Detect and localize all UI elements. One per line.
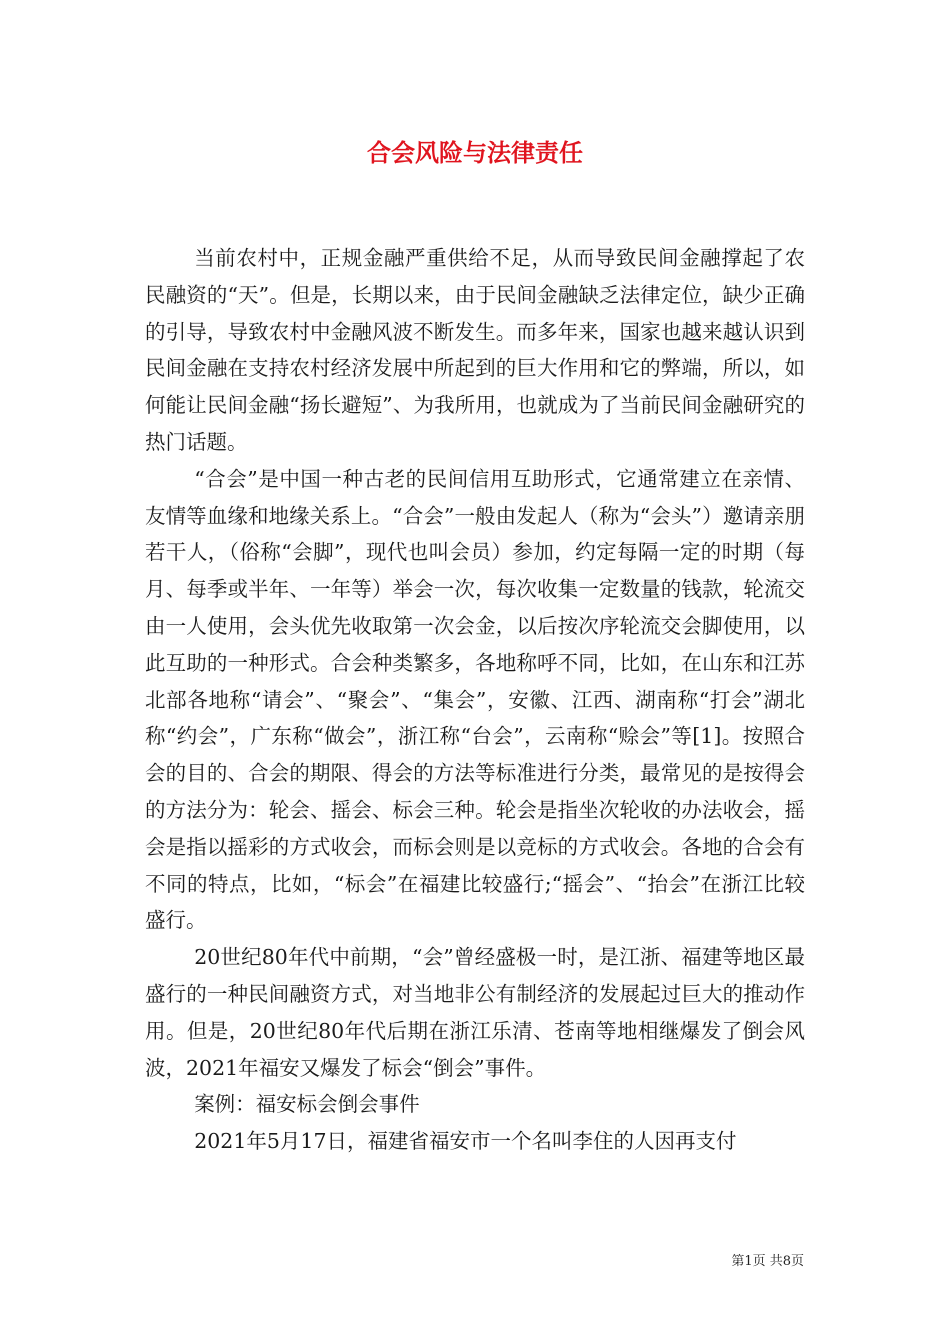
document-title: 合会风险与法律责任 (367, 138, 583, 167)
paragraph-hehui-definition: “合会”是中国一种古老的民间信用互助形式，它通常建立在亲情、友情等血缘和地缘关系上。“合会”一般由发起人（称为“会头”）邀请亲朋若干人，（俗称“会脚”，现代也叫会员）参加，约定每隔一定的时期（每月、每季或半年、一年等）举会一次，每次收集一定数量的钱款，轮流交由一人使用，会头优先收取第一次会金，以后按次序轮流交会脚使用，以此互助的一种形式。合会种类繁多，各地称呼不同，比如，在山东和江苏北部各地称“请会”、“聚会”、“集会”，安徽、江西、湖南称“打会”湖北称“约会”，广东称“做会”，浙江称“台会”，云南称“赊会”等[1]。按照合会的目的、合会的期限、得会的方法等标准进行分类，最常见的是按得会的方法分为：轮会、摇会、标会三种。轮会是指坐次轮收的办法收会，摇会是指以摇彩的方式收会，而标会则是以竞标的方式收会。各地的合会有不同的特点，比如，“标会”在福建比较盛行;“摇会”、“抬会”在浙江比较盛行。 (145, 466, 805, 933)
paragraph-history: 20世纪80年代中前期，“会”曾经盛极一时，是江浙、福建等地区最盛行的一种民间融资方式，对当地非公有制经济的发展起过巨大的推动作用。但是，20世纪80年代后期在浙江乐清、苍南等地相继爆发了倒会风波，2021年福安又爆发了标会“倒会”事件。 (145, 945, 805, 1080)
paragraph-case-heading: 案例：福安标会倒会事件 (194, 1092, 420, 1117)
page-number-footer: 第1页 共8页 (731, 1254, 804, 1269)
paragraph-intro: 当前农村中，正规金融严重供给不足，从而导致民间金融撑起了农民融资的“天”。但是，长期以来，由于民间金融缺乏法律定位，缺少正确的引导，导致农村中金融风波不断发生。而多年来，国家也越来越认识到民间金融在支持农村经济发展中所起到的巨大作用和它的弊端，所以，如何能让民间金融“扬长避短”、为我所用，也就成为了当前民间金融研究的热门话题。 (145, 246, 805, 454)
document-body (145, 240, 805, 1160)
paragraph-case-start: 2021年5月17日，福建省福安市一个名叫李住的人因再支付 (194, 1129, 737, 1154)
